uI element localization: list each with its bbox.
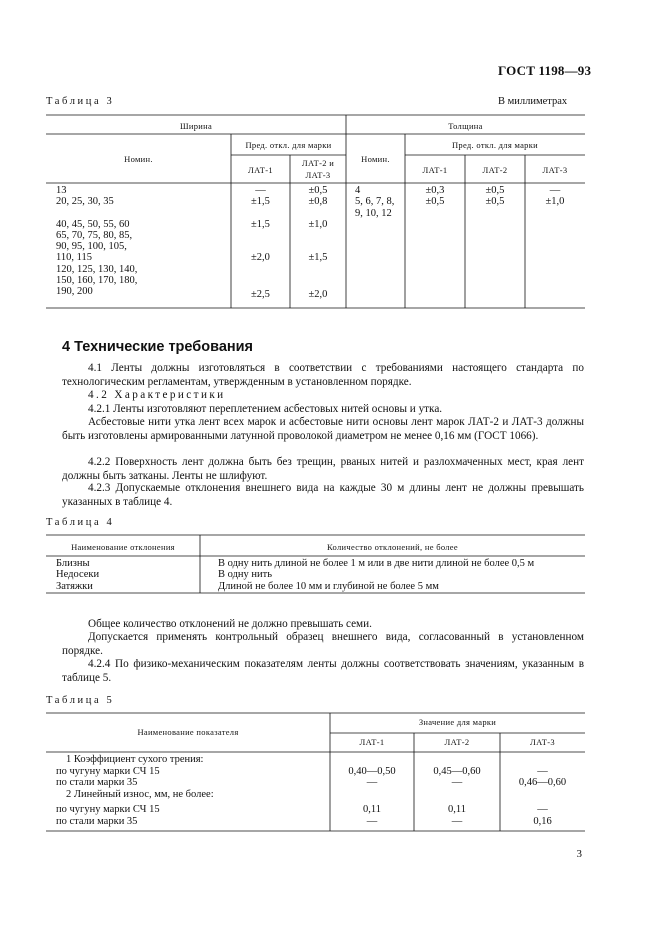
table3-cell: ±0,3 <box>425 185 445 196</box>
table3-cell: 40, 45, 50, 55, 60 <box>56 218 130 230</box>
table3-cell: 65, 70, 75, 80, 85, <box>56 229 133 241</box>
table5-row-name: 1 Коэффициент сухого трения: <box>66 754 204 765</box>
table3-header-nomin: Номин. <box>124 154 153 164</box>
table5-caption: Таблица 5 <box>46 695 115 706</box>
table3-cell: ±1,5 <box>308 251 328 263</box>
table3-units: В миллиметрах <box>498 96 568 107</box>
table3-cell: ±1,0 <box>545 196 565 208</box>
table3-width-nomin <box>56 185 137 298</box>
table3-spacer <box>290 208 346 219</box>
table4-row-count: В одну нить <box>218 569 273 581</box>
table3-header-lat1: ЛАТ-1 <box>248 165 273 175</box>
paragraph-asbestos: Асбестовые нити утка лент всех марок и асбестовые нити основы лент марок ЛАТ-2 и ЛАТ-3 должны быть изготовлены армированными латунной проволокой диаметром не менее 0,16 мм (ГОСТ 1066). <box>62 416 584 442</box>
table5-cell: — <box>537 765 548 777</box>
table5-header-lat3: ЛАТ-3 <box>530 737 555 747</box>
table3-cell: 110, 115 <box>56 252 92 264</box>
table5-header-lat2: ЛАТ-2 <box>444 737 470 747</box>
table5-spacer <box>414 789 500 801</box>
table3-cell: ±0,5 <box>485 185 505 196</box>
table3-spacer <box>231 208 290 219</box>
table5-lat2 <box>414 754 500 828</box>
table3-spacer <box>290 274 346 285</box>
table3-thick-lat2 <box>465 185 525 208</box>
table5-cell: — <box>366 815 378 827</box>
table5-row-name: по стали марки 35 <box>56 777 138 789</box>
table5-cell: 0,11 <box>448 804 466 816</box>
table5-cell: — <box>537 804 548 816</box>
table3-cell: ±1,0 <box>308 218 328 230</box>
table3-header-thick-nomin: Номин. <box>361 154 390 164</box>
table5-cell: 0,46—0,60 <box>518 777 567 789</box>
table5-lat1 <box>330 754 414 828</box>
paragraph-4-2-4: 4.2.4 По физико-механическим показателям ленты должны соответствовать значениям, указанным в таблице 5. <box>62 658 584 684</box>
table5-header-lat1: ЛАТ-1 <box>359 737 385 747</box>
paragraph-4-2: 4.2 Характеристики <box>88 389 226 401</box>
table3-thick-lat1 <box>405 185 465 208</box>
table5-spacer <box>330 754 414 766</box>
table4-row-count: В одну нить длиной не более 1 м или в две нити длиной не более 0,5 м <box>218 558 535 569</box>
table3-cell: ±0,5 <box>485 196 505 208</box>
table4-counts <box>218 558 534 592</box>
table3-header-t-lat1: ЛАТ-1 <box>422 165 448 175</box>
table3-spacer <box>231 230 290 241</box>
table3-cell: ±1,5 <box>251 196 270 208</box>
table4-caption: Таблица 4 <box>46 517 115 528</box>
paragraph-4-2-1: 4.2.1 Ленты изготовляют переплетением асбестовых нитей основы и утка. <box>88 403 443 415</box>
paragraph-sample: Допускается применять контрольный образец внешнего вида, согласованный в установленном порядке. <box>62 631 584 657</box>
table3-header-lat23-a: ЛАТ-2 и <box>301 158 335 168</box>
table3-thick-nomin <box>355 185 394 219</box>
table3-cell: 20, 25, 30, 35 <box>56 196 114 208</box>
table3-spacer <box>231 241 290 252</box>
table3-header-t-lat2: ЛАТ-2 <box>482 165 508 175</box>
table3-cell: 90, 95, 100, 105, <box>56 241 127 253</box>
standard-header: ГОСТ 1198—93 <box>498 63 592 78</box>
paragraph-4-1: 4.1 Ленты должны изготовляться в соответствии с требованиями настоящего стандарта по технологическим регламентам, утвержденным в установленном порядке. <box>62 362 584 388</box>
table5-lat3 <box>500 754 585 828</box>
table3-cell: — <box>549 185 561 196</box>
table5-spacer <box>500 789 585 801</box>
table5-row-name: по чугуну марки СЧ 15 <box>56 804 160 816</box>
table5-cell: — <box>451 777 463 789</box>
table3-spacer <box>56 208 137 219</box>
table3-spacer <box>290 230 346 241</box>
table3-caption: Таблица 3 <box>46 96 115 107</box>
table5-row-name: по чугуну марки СЧ 15 <box>56 765 160 777</box>
table5-cell: — <box>366 777 378 789</box>
page-number: 3 <box>576 848 582 860</box>
table3-header-thick-dev: Пред. откл. для марки <box>451 140 539 150</box>
table4-row-name: Недосеки <box>56 569 100 581</box>
table5-row-name: 2 Линейный износ, мм, не более: <box>66 788 214 800</box>
table3-cell: 9, 10, 12 <box>355 207 392 219</box>
table5-cell: 0,45—0,60 <box>433 765 481 777</box>
table3-cell: ±1,5 <box>251 218 270 230</box>
table4-header-count: Количество отклонений, не более <box>327 542 458 552</box>
table3-cell: ±2,0 <box>251 251 270 263</box>
table3-width-lat1 <box>231 185 290 300</box>
table5-header-value: Значение для марки <box>418 717 497 727</box>
table4-row-count: Длиной не более 10 мм и глубиной не более 5 мм <box>218 580 439 592</box>
table4-header-name: Наименование отклонения <box>71 542 175 552</box>
table3-cell: ±2,0 <box>308 289 328 301</box>
paragraph-4-2-3: 4.2.3 Допускаемые отклонения внешнего вида на каждые 30 м длины лент не должны превышать указанных в таблице 4. <box>62 482 584 508</box>
table5-cell: 0,40—0,50 <box>348 765 396 777</box>
table3-spacer <box>290 241 346 252</box>
paragraph-4-2-2: 4.2.2 Поверхность лент должна быть без трещин, рваных нитей и разлохмаченных мест, края лент должны быть затканы. Ленты не шлифуют. <box>62 456 584 482</box>
table4-names <box>56 558 99 592</box>
table5-cell: — <box>451 815 463 827</box>
table3-width-lat23 <box>290 185 346 300</box>
table3-cell: 4 <box>355 185 361 196</box>
table3-thick-lat3 <box>525 185 585 208</box>
table3-cell: 120, 125, 130, 140, <box>56 263 138 275</box>
table3-spacer <box>231 274 290 285</box>
paragraph-total: Общее количество отклонений не должно превышать семи. <box>88 618 372 630</box>
table3-cell: 5, 6, 7, 8, <box>355 196 395 208</box>
table4-row-name: Затяжки <box>56 580 93 592</box>
table3-header-thickness: Толщина <box>448 121 483 131</box>
table3-spacer <box>290 263 346 274</box>
table5-names <box>56 754 214 828</box>
table3-cell: 190, 200 <box>56 286 93 298</box>
table5-cell: 0,11 <box>363 804 381 816</box>
table3-spacer <box>231 263 290 274</box>
table3-cell: 150, 160, 170, 180, <box>56 275 138 287</box>
table3-header-lat23-b: ЛАТ-3 <box>305 170 331 180</box>
table3-cell: ±0,5 <box>308 185 328 196</box>
table5-spacer <box>500 754 585 766</box>
table5-row-name: по стали марки 35 <box>56 815 138 827</box>
table5-spacer <box>330 789 414 801</box>
table3-cell: ±0,5 <box>425 196 445 208</box>
table3-header-width: Ширина <box>179 121 213 131</box>
table3-cell: — <box>255 185 266 196</box>
table3-header-t-lat3: ЛАТ-3 <box>542 165 568 175</box>
table3-header-dev: Пред. откл. для марки <box>245 140 332 150</box>
table3-cell: 13 <box>56 185 67 196</box>
table3-cell: ±0,8 <box>308 196 328 208</box>
table5-cell: 0,16 <box>533 815 552 827</box>
section-title: 4 Технические требования <box>62 339 254 355</box>
table4-row-name: Близны <box>56 558 90 569</box>
table5-spacer <box>414 754 500 766</box>
table5-header-name: Наименование показателя <box>137 727 239 737</box>
table3-cell: ±2,5 <box>251 289 270 301</box>
